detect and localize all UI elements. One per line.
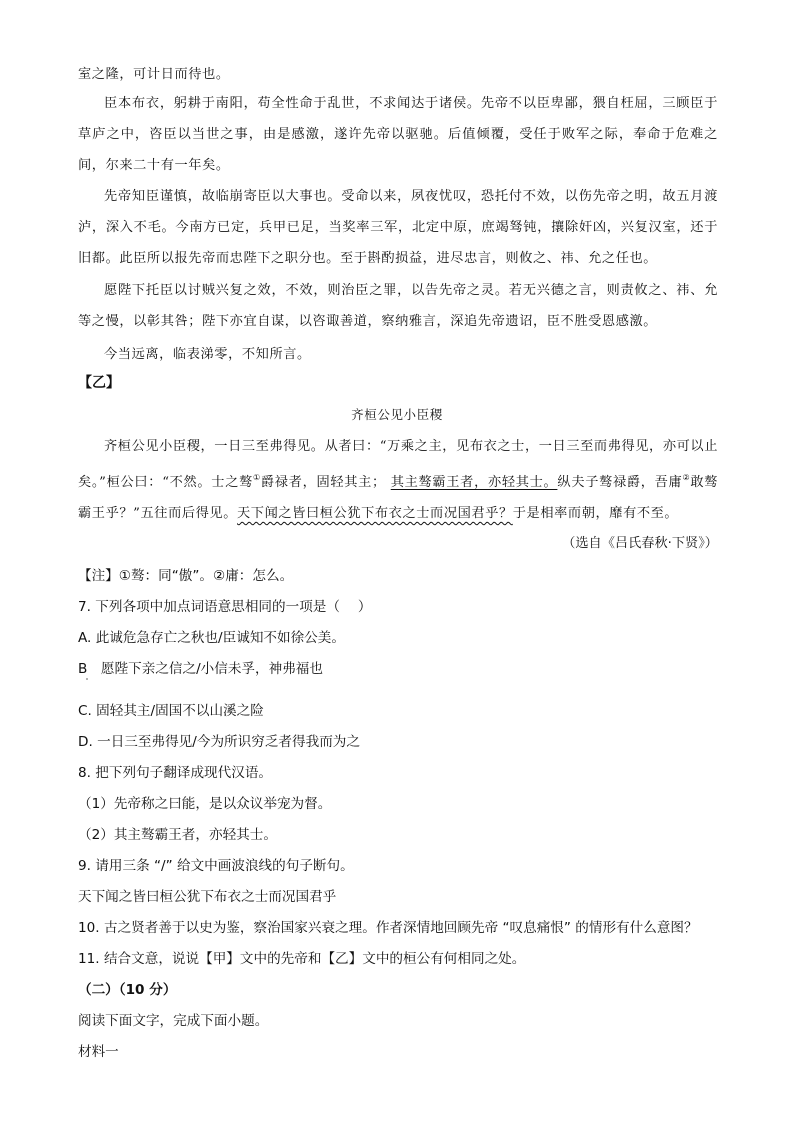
question-11: 11. 结合文意，说说【甲】文中的先帝和【乙】文中的桓公有何相同之处。: [78, 951, 526, 967]
yi-title: 齐桓公见小臣稷: [351, 407, 443, 422]
q7-option-d: D. 一日三至弗得见/今为所识穷乏者得我而为之: [78, 734, 360, 750]
yi-label: 【乙】: [78, 375, 120, 391]
yi-text-g: 于是相率而朝，靡有不至。: [512, 506, 679, 521]
section-2-heading: （二）（10 分）: [78, 982, 177, 998]
q7-option-b: B 愿陛下亲之信之/小信未孚，神弗福也: [78, 661, 323, 677]
question-10: 10. 古之贤者善于以史为鉴，察治国家兴衰之理。作者深情地回顾先帝 “叹息痛恨” 的情形有什么意图？: [78, 920, 698, 936]
yi-text-e: 敢骜霸王乎？”五往而后得见。: [78, 475, 719, 521]
yi-text-d: 纵夫子骜禄爵，吾庸: [557, 475, 683, 490]
question-9: 9. 请用三条 “/” 给文中画波浪线的句子断句。: [78, 858, 354, 874]
note-ref-2: ②: [682, 473, 691, 482]
yi-text-b: 爵禄者，固轻其主；: [260, 475, 386, 490]
note-ref-1: ①: [253, 473, 261, 482]
jia-line-0: 室之隆，可计日而待也。: [78, 67, 230, 82]
yi-paragraph: [78, 431, 718, 529]
q8-item-2: （2）其主骜霸王者，亦轻其士。: [78, 827, 277, 843]
stray-dot: [86, 678, 88, 680]
q7-option-a: A. 此诚危急存亡之秋也/臣诚知不如徐公美。: [78, 630, 345, 646]
jia-paragraph-4: 今当远离，临表涕零，不知所言。: [104, 347, 311, 362]
question-8: 8. 把下列句子翻译成现代汉语。: [78, 765, 273, 781]
material-1-label: 材料一: [78, 1044, 119, 1060]
yi-text-a: 齐桓公见小臣稷，一日三至弗得见。从者曰：“万乘之主，见布衣之士，一日三至而弗得见，亦可以止矣。”桓公曰：“不然。士之骜: [78, 439, 718, 490]
jia-paragraph-2: 先帝知臣谨慎，故临崩寄臣以大事也。受命以来，夙夜忧叹，恐托付不效，以伤先帝之明，故五月渡泸，深入不毛。今南方已定，兵甲已足，当奖率三军，北定中原，庶竭驽钝，攘除奸凶，兴复汉室，还于旧都。此臣所以报先帝而忠陛下之职分也。至于斟酌损益，进尽忠言，则攸之、祎、允之任也。: [78, 189, 718, 266]
q8-item-1: （1）先帝称之曰能，是以众议举宠为督。: [78, 796, 332, 812]
jia-paragraph-1: 臣本布衣，躬耕于南阳，苟全性命于乱世，不求闻达于诸侯。先帝不以臣卑鄙，猥自枉屈，三顾臣于草庐之中，咨臣以当世之事，由是感激，遂许先帝以驱驰。后值倾覆，受任于败军之际，奉命于危难之间，尔来二十有一年矣。: [78, 96, 718, 173]
annotation-notes: 【注】①骜：同“傲”。②庸：怎么。: [78, 568, 294, 584]
wavy-sentence: 天下闻之皆曰桓公犹下布衣之士而况国君乎？: [237, 506, 513, 521]
source-citation: （选自《吕氏春秋·下贤》）: [562, 536, 718, 551]
q7-option-c: C. 固轻其主/固国不以山溪之险: [78, 703, 264, 719]
question-7: 7. 下列各项中加点词语意思相同的一项是（ ）: [78, 599, 372, 615]
section-2-instruction: 阅读下面文字，完成下面小题。: [78, 1013, 269, 1029]
jia-paragraph-3: 愿陛下托臣以讨贼兴复之效，不效，则治臣之罪，以告先帝之灵。若无兴德之言，则责攸之、祎、允等之慢，以彰其咎；陛下亦宜自谋，以咨诹善道，察纳雅言，深追先帝遗诏，臣不胜受恩感激。: [78, 283, 718, 329]
underlined-sentence: 其主骜霸王者，亦轻其士。: [390, 475, 558, 490]
q9-sentence: 天下闻之皆曰桓公犹下布衣之士而况国君乎: [78, 889, 337, 905]
